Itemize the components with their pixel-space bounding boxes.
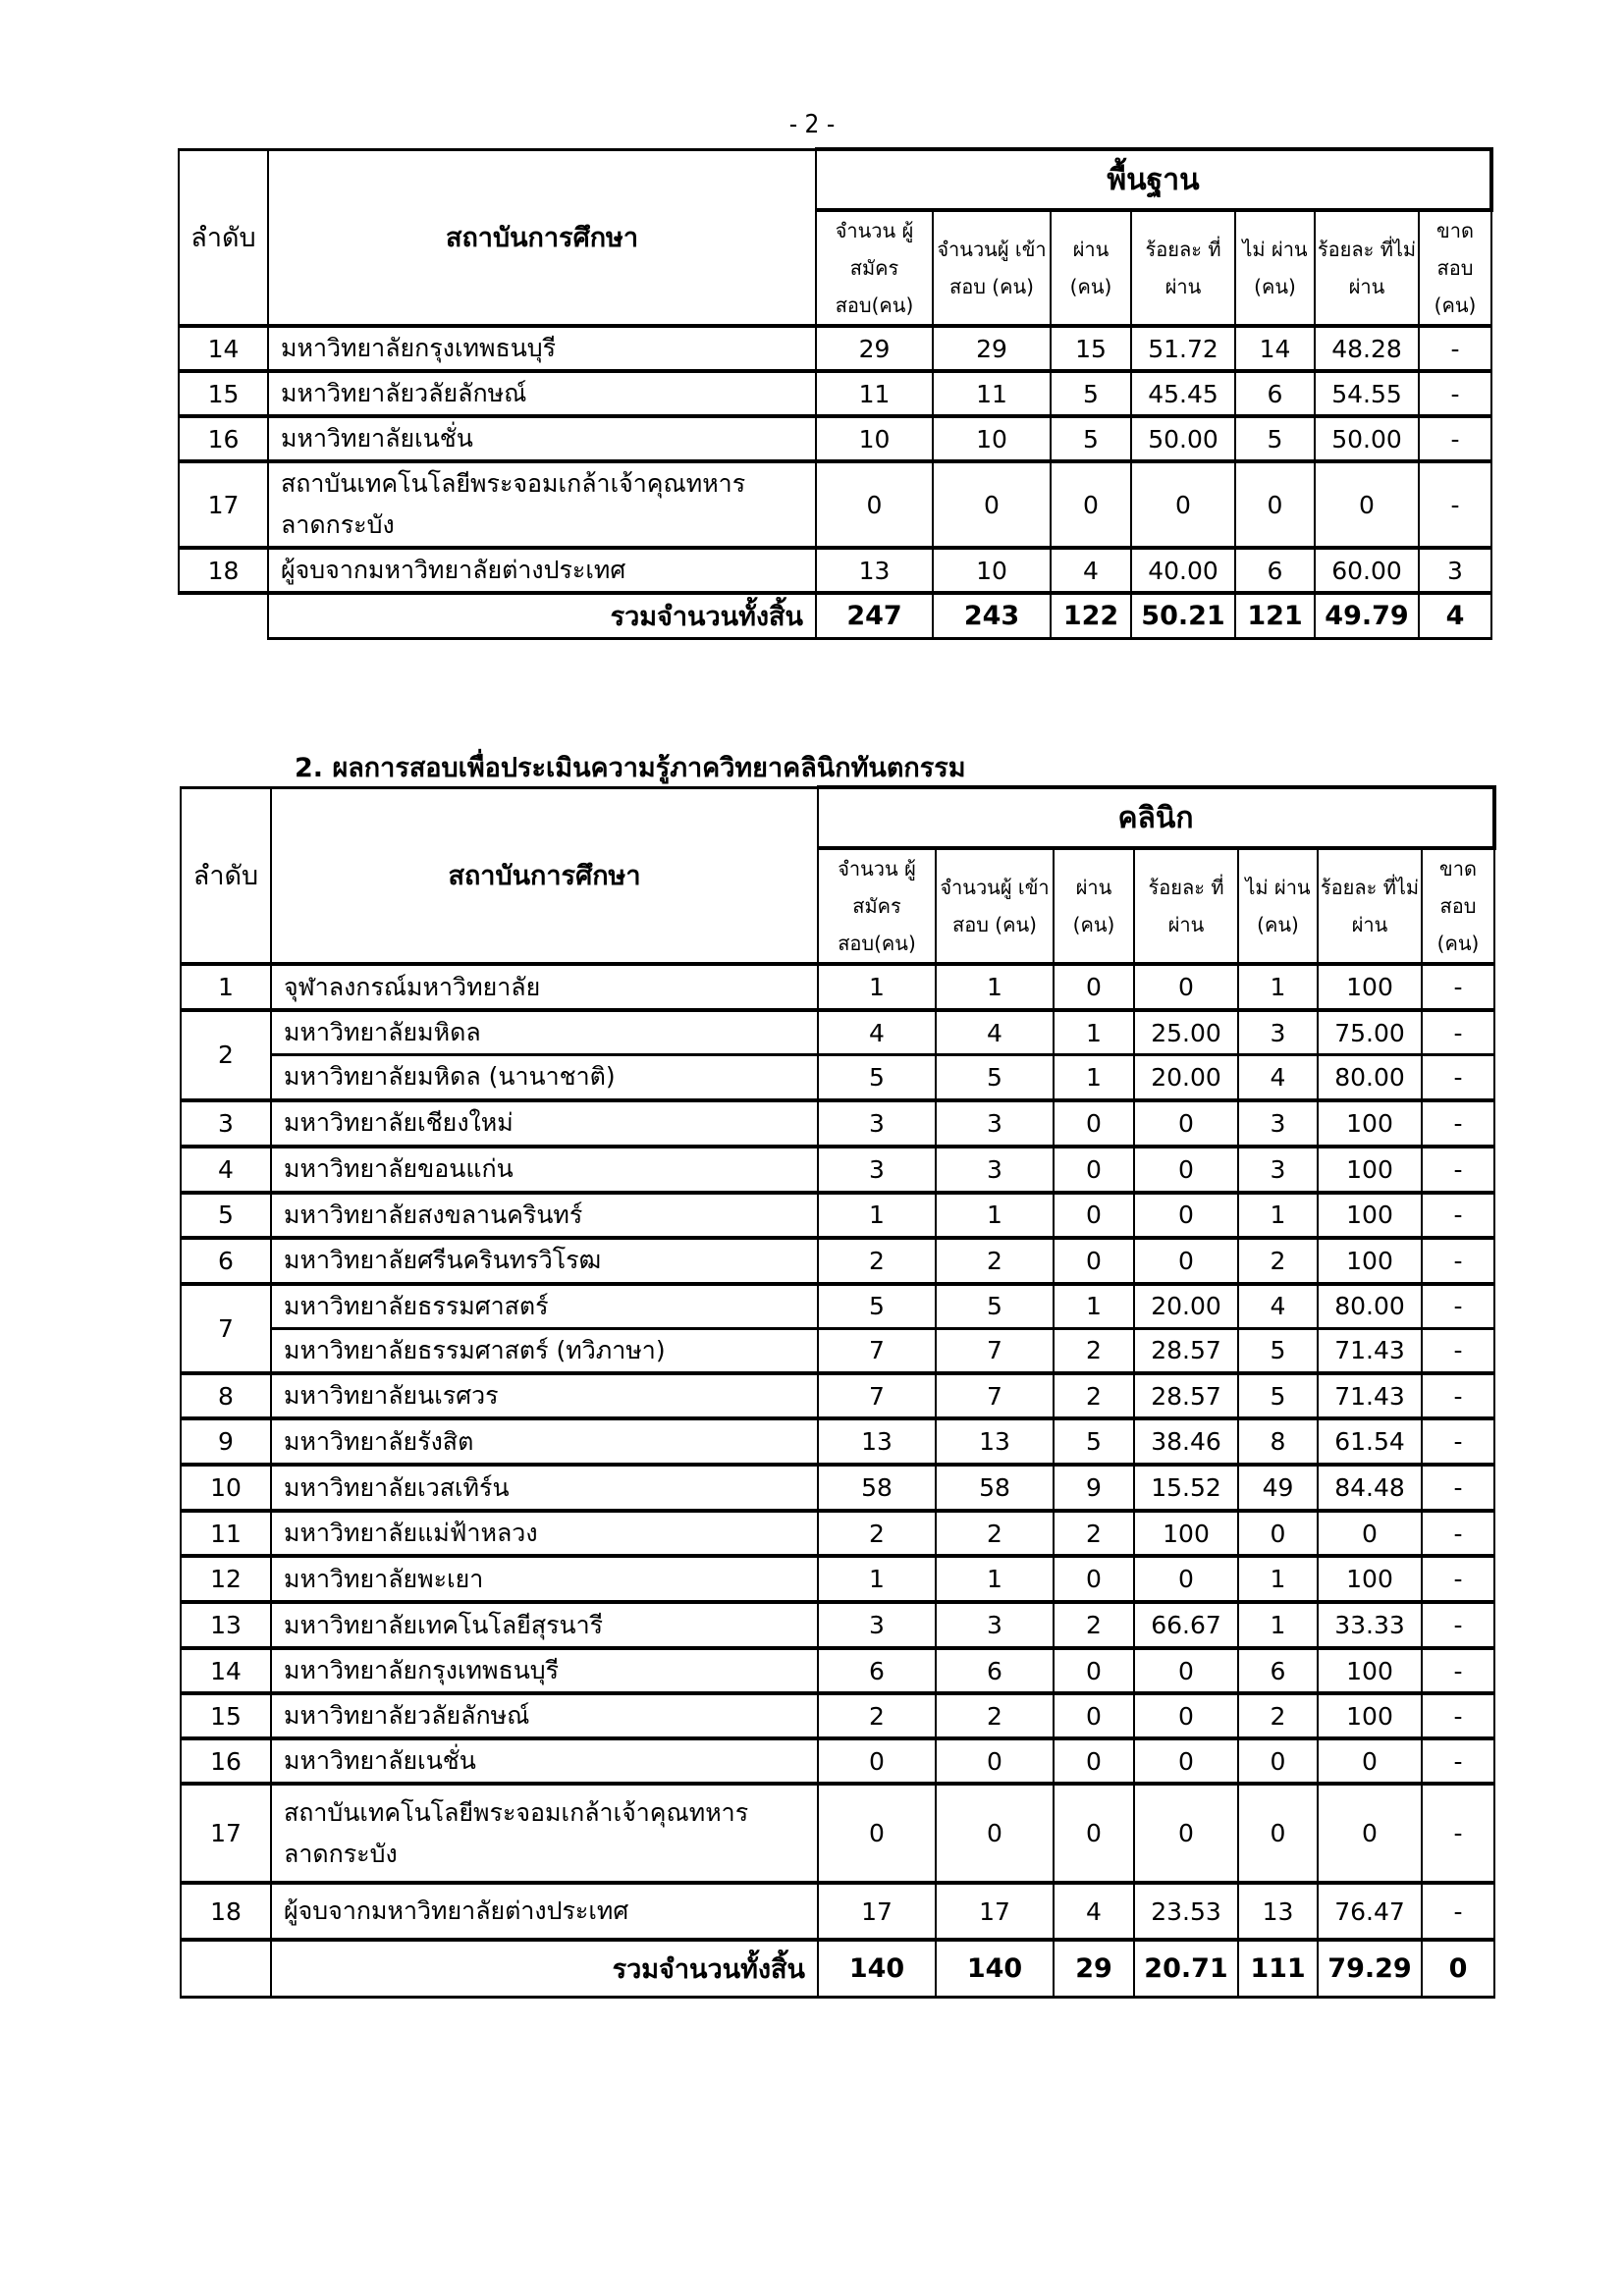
failed-cell: 2 [1238,1693,1318,1738]
total-label: รวมจำนวนทั้งสิ้น [271,1940,818,1997]
passed-cell: 0 [1054,1238,1134,1284]
examinees-cell: 17 [936,1883,1054,1940]
failed-cell: 4 [1238,1284,1318,1329]
applicants-cell: 4 [818,1010,936,1055]
pass-pct-cell: 100 [1134,1511,1238,1556]
pass-pct-cell: 0 [1131,461,1235,548]
passed-cell: 15 [1051,326,1131,371]
seq-cell: 8 [181,1373,271,1418]
failed-cell: 0 [1238,1511,1318,1556]
seq-cell: 9 [181,1418,271,1465]
passed-cell: 1 [1054,1010,1134,1055]
fail-pct-cell: 100 [1318,1556,1422,1602]
applicants-cell: 2 [818,1238,936,1284]
applicants-cell: 7 [818,1373,936,1418]
table-row [181,1465,1494,1511]
absent-cell: - [1422,1784,1494,1883]
institution-cell: มหาวิทยาลัยสงขลานครินทร์ [271,1193,818,1238]
failed-cell: 1 [1238,1193,1318,1238]
seq-cell: 16 [179,416,268,461]
table-row [181,1784,1494,1883]
pass-pct-cell: 66.67 [1134,1602,1238,1648]
pass-pct-cell: 0 [1134,1238,1238,1284]
applicants-cell: 1 [818,1193,936,1238]
header-seq: ลำดับ [181,787,271,964]
institution-cell: ผู้จบจากมหาวิทยาลัยต่างประเทศ [271,1883,818,1940]
table-row [181,1010,1494,1055]
applicants-cell: 5 [818,1284,936,1329]
seq-cell: 7 [181,1284,271,1374]
absent-cell: - [1422,1648,1494,1693]
failed-cell: 6 [1235,548,1315,593]
table-row [181,1648,1494,1693]
page-number: - 2 - [788,110,836,139]
table-row [181,1193,1494,1238]
pass-pct-cell: 25.00 [1134,1010,1238,1055]
pass-pct-cell: 0 [1134,1147,1238,1193]
table-row [181,964,1494,1010]
absent-cell: - [1422,1602,1494,1648]
header-institution: สถาบันการศึกษา [268,149,816,326]
applicants-cell: 0 [818,1784,936,1883]
pass-pct-cell: 20.00 [1134,1055,1238,1100]
failed-cell: 1 [1238,1556,1318,1602]
institution-cell: มหาวิทยาลัยนเรศวร [271,1373,818,1418]
failed-cell: 3 [1238,1147,1318,1193]
applicants-cell: 2 [818,1511,936,1556]
examinees-cell: 11 [933,371,1051,416]
passed-cell: 2 [1054,1511,1134,1556]
pass-pct-cell: 0 [1134,1784,1238,1883]
applicants-cell: 6 [818,1648,936,1693]
pass-pct-cell: 45.45 [1131,371,1235,416]
pass-pct-cell: 0 [1134,964,1238,1010]
seq-cell: 16 [181,1738,271,1784]
passed-cell: 0 [1051,461,1131,548]
institution-cell: มหาวิทยาลัยศรีนครินทรวิโรฒ [271,1238,818,1284]
absent-cell: - [1422,1328,1494,1373]
fail-pct-cell: 0 [1318,1738,1422,1784]
seq-cell: 15 [181,1693,271,1738]
table-row [181,1556,1494,1602]
absent-cell: - [1422,1883,1494,1940]
seq-cell: 14 [181,1648,271,1693]
table-row [179,416,1491,461]
absent-cell: - [1419,371,1491,416]
examinees-cell: 3 [936,1100,1054,1147]
header-pass-pct: ร้อยละ ที่ผ่าน [1134,848,1238,964]
pass-pct-cell: 0 [1134,1100,1238,1147]
header-applicants: จำนวน ผู้สมัคร สอบ(คน) [816,210,933,326]
seq-cell: 15 [179,371,268,416]
institution-cell: มหาวิทยาลัยเทคโนโลยีสุรนารี [271,1602,818,1648]
examinees-cell: 29 [933,326,1051,371]
seq-cell: 17 [181,1784,271,1883]
total-row [181,1940,1494,1997]
fail-pct-cell: 75.00 [1318,1010,1422,1055]
passed-cell: 0 [1054,1147,1134,1193]
absent-cell: - [1422,1238,1494,1284]
section-2-title: 2. ผลการสอบเพื่อประเมินความรู้ภาควิทยาคลินิกทันตกรรม [295,753,966,783]
examinees-cell: 1 [936,964,1054,1010]
header-group-basic: พื้นฐาน [816,149,1491,210]
fail-pct-cell: 100 [1318,1693,1422,1738]
institution-cell: จุฬาลงกรณ์มหาวิทยาลัย [271,964,818,1010]
total-passed: 29 [1054,1940,1134,1997]
institution-cell: มหาวิทยาลัยขอนแก่น [271,1147,818,1193]
seq-cell: 2 [181,1010,271,1100]
absent-cell: - [1422,1147,1494,1193]
table-row [181,1602,1494,1648]
header-absent: ขาด สอบ (คน) [1422,848,1494,964]
table-row [181,1100,1494,1147]
seq-cell: 3 [181,1100,271,1147]
table-row [181,1373,1494,1418]
failed-cell: 1 [1238,964,1318,1010]
failed-cell: 0 [1238,1738,1318,1784]
examinees-cell: 5 [936,1284,1054,1329]
institution-cell: มหาวิทยาลัยพะเยา [271,1556,818,1602]
total-failed: 121 [1235,593,1315,639]
examinees-cell: 2 [936,1511,1054,1556]
passed-cell: 0 [1054,1738,1134,1784]
failed-cell: 5 [1238,1328,1318,1373]
institution-cell: มหาวิทยาลัยธรรมศาสตร์ (ทวิภาษา) [271,1328,818,1373]
seq-cell: 18 [181,1883,271,1940]
applicants-cell: 3 [818,1100,936,1147]
clinical-exam-results-table [180,785,1496,1999]
table-row [181,1693,1494,1738]
fail-pct-cell: 50.00 [1315,416,1419,461]
examinees-cell: 5 [936,1055,1054,1100]
passed-cell: 5 [1051,371,1131,416]
examinees-cell: 10 [933,416,1051,461]
fail-pct-cell: 60.00 [1315,548,1419,593]
seq-cell: 5 [181,1193,271,1238]
pass-pct-cell: 20.00 [1134,1284,1238,1329]
table-row [181,1328,1494,1373]
examinees-cell: 13 [936,1418,1054,1465]
fail-pct-cell: 54.55 [1315,371,1419,416]
total-pass-pct: 20.71 [1134,1940,1238,1997]
applicants-cell: 11 [816,371,933,416]
failed-cell: 2 [1238,1238,1318,1284]
applicants-cell: 0 [816,461,933,548]
total-fail-pct: 79.29 [1318,1940,1422,1997]
failed-cell: 5 [1238,1373,1318,1418]
seq-cell: 13 [181,1602,271,1648]
institution-cell: มหาวิทยาลัยแม่ฟ้าหลวง [271,1511,818,1556]
pass-pct-cell: 51.72 [1131,326,1235,371]
passed-cell: 0 [1054,1556,1134,1602]
table-row [181,1238,1494,1284]
examinees-cell: 3 [936,1147,1054,1193]
total-applicants: 247 [816,593,933,639]
total-label: รวมจำนวนทั้งสิ้น [268,593,816,639]
pass-pct-cell: 0 [1134,1738,1238,1784]
failed-cell: 1 [1238,1602,1318,1648]
total-row [179,593,1491,639]
total-absent: 4 [1419,593,1491,639]
failed-cell: 3 [1238,1010,1318,1055]
table-row [179,548,1491,593]
header-fail-pct: ร้อยละ ที่ไม่ ผ่าน [1315,210,1419,326]
examinees-cell: 2 [936,1693,1054,1738]
fail-pct-cell: 80.00 [1318,1284,1422,1329]
header-examinees: จำนวนผู้ เข้าสอบ (คน) [933,210,1051,326]
seq-cell: 4 [181,1147,271,1193]
pass-pct-cell: 40.00 [1131,548,1235,593]
absent-cell: 3 [1419,548,1491,593]
header-absent: ขาด สอบ (คน) [1419,210,1491,326]
header-examinees: จำนวนผู้ เข้าสอบ (คน) [936,848,1054,964]
failed-cell: 6 [1235,371,1315,416]
total-seq-blank [179,593,268,639]
absent-cell: - [1419,461,1491,548]
failed-cell: 49 [1238,1465,1318,1511]
examinees-cell: 0 [936,1738,1054,1784]
institution-cell: ผู้จบจากมหาวิทยาลัยต่างประเทศ [268,548,816,593]
examinees-cell: 4 [936,1010,1054,1055]
pass-pct-cell: 50.00 [1131,416,1235,461]
table-row [181,1284,1494,1329]
pass-pct-cell: 0 [1134,1648,1238,1693]
absent-cell: - [1422,1373,1494,1418]
pass-pct-cell: 0 [1134,1556,1238,1602]
passed-cell: 4 [1054,1883,1134,1940]
applicants-cell: 3 [818,1602,936,1648]
table-row [179,326,1491,371]
failed-cell: 8 [1238,1418,1318,1465]
applicants-cell: 17 [818,1883,936,1940]
seq-cell: 18 [179,548,268,593]
applicants-cell: 7 [818,1328,936,1373]
absent-cell: - [1422,1738,1494,1784]
table-row [181,1147,1494,1193]
applicants-cell: 5 [818,1055,936,1100]
total-examinees: 243 [933,593,1051,639]
institution-cell: มหาวิทยาลัยเชียงใหม่ [271,1100,818,1147]
institution-cell: มหาวิทยาลัยกรุงเทพธนบุรี [268,326,816,371]
absent-cell: - [1422,1055,1494,1100]
absent-cell: - [1422,1284,1494,1329]
passed-cell: 9 [1054,1465,1134,1511]
applicants-cell: 13 [818,1418,936,1465]
fail-pct-cell: 100 [1318,964,1422,1010]
pass-pct-cell: 38.46 [1134,1418,1238,1465]
passed-cell: 4 [1051,548,1131,593]
seq-cell: 14 [179,326,268,371]
pass-pct-cell: 23.53 [1134,1883,1238,1940]
fail-pct-cell: 71.43 [1318,1328,1422,1373]
header-fail-pct: ร้อยละ ที่ไม่ ผ่าน [1318,848,1422,964]
absent-cell: - [1422,1511,1494,1556]
pass-pct-cell: 28.57 [1134,1373,1238,1418]
passed-cell: 0 [1054,1784,1134,1883]
absent-cell: - [1422,1193,1494,1238]
absent-cell: - [1419,326,1491,371]
seq-cell: 6 [181,1238,271,1284]
fail-pct-cell: 0 [1318,1784,1422,1883]
total-passed: 122 [1051,593,1131,639]
institution-cell: สถาบันเทคโนโลยีพระจอมเกล้าเจ้าคุณทหาร ลาดกระบัง [268,461,816,548]
passed-cell: 2 [1054,1328,1134,1373]
total-seq-blank [181,1940,271,1997]
passed-cell: 0 [1054,964,1134,1010]
examinees-cell: 6 [936,1648,1054,1693]
pass-pct-cell: 0 [1134,1693,1238,1738]
applicants-cell: 29 [816,326,933,371]
table-row [181,1738,1494,1784]
failed-cell: 4 [1238,1055,1318,1100]
total-fail-pct: 49.79 [1315,593,1419,639]
passed-cell: 1 [1054,1284,1134,1329]
absent-cell: - [1422,1556,1494,1602]
table-row [179,371,1491,416]
failed-cell: 5 [1235,416,1315,461]
passed-cell: 5 [1051,416,1131,461]
passed-cell: 2 [1054,1373,1134,1418]
institution-cell: สถาบันเทคโนโลยีพระจอมเกล้าเจ้าคุณทหาร ลาดกระบัง [271,1784,818,1883]
failed-cell: 3 [1238,1100,1318,1147]
table-row [181,1418,1494,1465]
institution-cell: มหาวิทยาลัยรังสิต [271,1418,818,1465]
absent-cell: - [1419,416,1491,461]
fail-pct-cell: 80.00 [1318,1055,1422,1100]
fail-pct-cell: 0 [1315,461,1419,548]
examinees-cell: 1 [936,1193,1054,1238]
seq-cell: 17 [179,461,268,548]
institution-cell: มหาวิทยาลัยเนชั่น [268,416,816,461]
fail-pct-cell: 61.54 [1318,1418,1422,1465]
header-failed: ไม่ ผ่าน (คน) [1235,210,1315,326]
failed-cell: 0 [1238,1784,1318,1883]
table-row [179,461,1491,548]
passed-cell: 5 [1054,1418,1134,1465]
applicants-cell: 3 [818,1147,936,1193]
examinees-cell: 3 [936,1602,1054,1648]
fail-pct-cell: 33.33 [1318,1602,1422,1648]
institution-cell: มหาวิทยาลัยมหิดล (นานาชาติ) [271,1055,818,1100]
applicants-cell: 0 [818,1738,936,1784]
applicants-cell: 1 [818,1556,936,1602]
total-examinees: 140 [936,1940,1054,1997]
applicants-cell: 13 [816,548,933,593]
fail-pct-cell: 76.47 [1318,1883,1422,1940]
examinees-cell: 0 [936,1784,1054,1883]
passed-cell: 0 [1054,1693,1134,1738]
failed-cell: 13 [1238,1883,1318,1940]
examinees-cell: 0 [933,461,1051,548]
pass-pct-cell: 0 [1134,1193,1238,1238]
header-institution: สถาบันการศึกษา [271,787,818,964]
institution-cell: มหาวิทยาลัยกรุงเทพธนบุรี [271,1648,818,1693]
passed-cell: 2 [1054,1602,1134,1648]
examinees-cell: 7 [936,1328,1054,1373]
total-pass-pct: 50.21 [1131,593,1235,639]
seq-cell: 12 [181,1556,271,1602]
absent-cell: - [1422,1100,1494,1147]
header-pass-pct: ร้อยละ ที่ผ่าน [1131,210,1235,326]
seq-cell: 10 [181,1465,271,1511]
header-applicants: จำนวน ผู้สมัคร สอบ(คน) [818,848,936,964]
passed-cell: 0 [1054,1100,1134,1147]
seq-cell: 11 [181,1511,271,1556]
fail-pct-cell: 100 [1318,1100,1422,1147]
institution-cell: มหาวิทยาลัยเวสเทิร์น [271,1465,818,1511]
fail-pct-cell: 100 [1318,1193,1422,1238]
institution-cell: มหาวิทยาลัยธรรมศาสตร์ [271,1284,818,1329]
absent-cell: - [1422,964,1494,1010]
failed-cell: 14 [1235,326,1315,371]
applicants-cell: 58 [818,1465,936,1511]
failed-cell: 0 [1235,461,1315,548]
fail-pct-cell: 100 [1318,1648,1422,1693]
examinees-cell: 10 [933,548,1051,593]
table-row [181,1883,1494,1940]
institution-cell: มหาวิทยาลัยมหิดล [271,1010,818,1055]
fail-pct-cell: 100 [1318,1238,1422,1284]
header-passed: ผ่าน (คน) [1054,848,1134,964]
absent-cell: - [1422,1418,1494,1465]
passed-cell: 1 [1054,1055,1134,1100]
passed-cell: 0 [1054,1648,1134,1693]
failed-cell: 6 [1238,1648,1318,1693]
fail-pct-cell: 48.28 [1315,326,1419,371]
examinees-cell: 2 [936,1238,1054,1284]
applicants-cell: 1 [818,964,936,1010]
fail-pct-cell: 84.48 [1318,1465,1422,1511]
fail-pct-cell: 71.43 [1318,1373,1422,1418]
passed-cell: 0 [1054,1193,1134,1238]
header-failed: ไม่ ผ่าน (คน) [1238,848,1318,964]
institution-cell: มหาวิทยาลัยวลัยลักษณ์ [271,1693,818,1738]
header-group-clinic: คลินิก [818,787,1494,848]
examinees-cell: 58 [936,1465,1054,1511]
institution-cell: มหาวิทยาลัยวลัยลักษณ์ [268,371,816,416]
absent-cell: - [1422,1010,1494,1055]
institution-cell: มหาวิทยาลัยเนชั่น [271,1738,818,1784]
seq-cell: 1 [181,964,271,1010]
basic-exam-results-table [178,147,1493,640]
total-applicants: 140 [818,1940,936,1997]
examinees-cell: 7 [936,1373,1054,1418]
examinees-cell: 1 [936,1556,1054,1602]
applicants-cell: 10 [816,416,933,461]
applicants-cell: 2 [818,1693,936,1738]
table-row [181,1511,1494,1556]
total-failed: 111 [1238,1940,1318,1997]
pass-pct-cell: 15.52 [1134,1465,1238,1511]
table-row [181,1055,1494,1100]
header-passed: ผ่าน (คน) [1051,210,1131,326]
fail-pct-cell: 100 [1318,1147,1422,1193]
fail-pct-cell: 0 [1318,1511,1422,1556]
header-seq: ลำดับ [179,149,268,326]
total-absent: 0 [1422,1940,1494,1997]
absent-cell: - [1422,1693,1494,1738]
absent-cell: - [1422,1465,1494,1511]
pass-pct-cell: 28.57 [1134,1328,1238,1373]
